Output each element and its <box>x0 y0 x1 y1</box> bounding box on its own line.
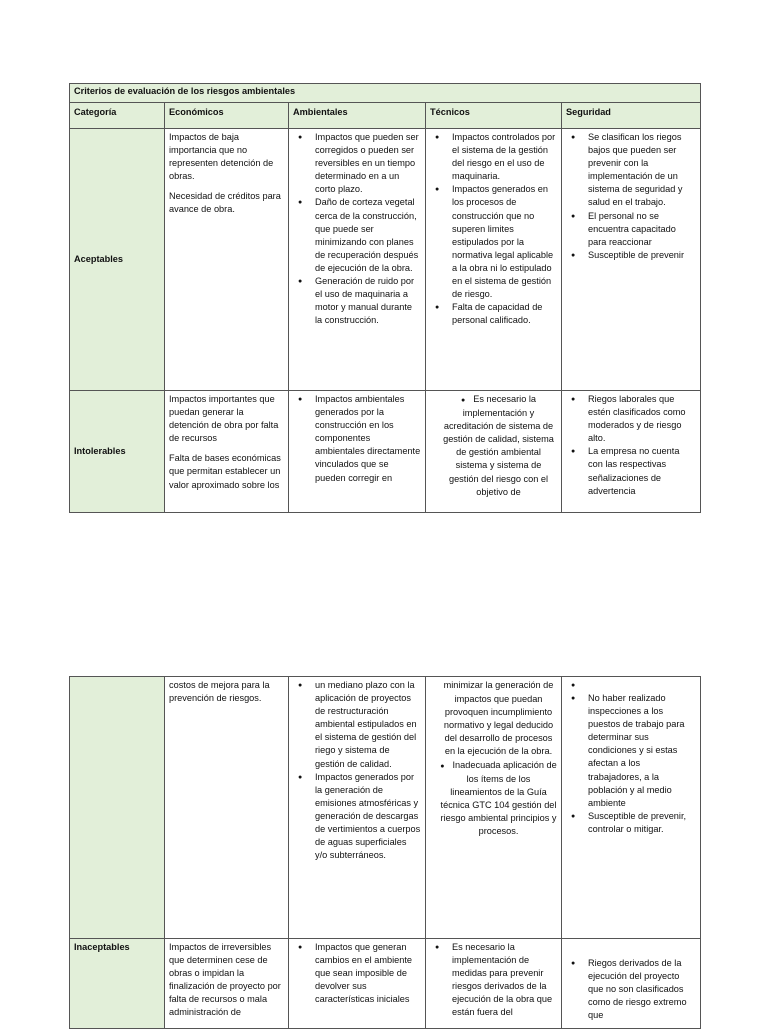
list-item: ● No haber realizado inspecciones a los puestos de trabajo para determinar sus condiciones y si estas afectan a los trabajadores, a la población y al medio ambiente <box>588 692 696 810</box>
risk-table-page-1 <box>69 83 700 513</box>
list-item: ● Impactos generados por la generación de emisiones atmosféricas y generación de descargas de vertimientos a cuerpos de aguas superficiales y/o subterráneos. <box>315 771 421 863</box>
risk-criteria-table-continued <box>69 676 701 1029</box>
cell-economicos <box>165 391 289 513</box>
list-item: ● Daño de corteza vegetal cerca de la construcción, que puede ser minimizando con planes de recuperación después de ejecución de la obra. <box>315 196 421 275</box>
cell-economicos <box>165 677 289 939</box>
cell-seguridad <box>562 939 701 1029</box>
list-item: ● Es necesario la implementación y acreditación de sistema de gestión de calidad, sistema de gestión ambiental sistema y sistema de gestión del riesgo con el objetivo de <box>440 393 557 499</box>
table-row <box>70 129 701 391</box>
list-item: ● Se clasifican los riegos bajos que pueden ser prevenir con la implementación de un sistema de seguridad y salud en el trabajo. <box>588 131 696 210</box>
list-item: ● El personal no se encuentra capacitado para reaccionar <box>588 210 696 249</box>
category-intolerables: Intolerables <box>70 391 165 513</box>
list-item: ● Impactos controlados por el sistema de la gestión del riesgo en el uso de maquinaria. <box>452 131 557 183</box>
header-seguridad: Seguridad <box>562 103 701 129</box>
table-title: Criterios de evaluación de los riesgos ambientales <box>70 84 701 103</box>
list-item: ● Susceptible de prevenir <box>588 249 696 262</box>
list-item-continued: ● un mediano plazo con la aplicación de proyectos de restructuración ambiental estipulados en el sistema de gestión del riego y sistema de gestión de calidad. <box>315 679 421 771</box>
list-item: ● Riegos laborales que estén clasificados como moderados y de riesgo alto. <box>588 393 696 445</box>
table-header-row <box>70 103 701 129</box>
cell-seguridad <box>562 391 701 513</box>
list-item: ● Generación de ruido por el uso de maquinaria a motor y manual durante la construcción. <box>315 275 421 327</box>
header-categoria: Categoría <box>70 103 165 129</box>
list-item: ● Es necesario la implementación de medidas para prevenir riesgos derivados de la ejecución de la obra que están fuera del <box>452 941 557 1020</box>
cell-seguridad <box>562 129 701 391</box>
cell-text: Falta de bases económicas que permitan establecer un valor aproximado sobre los <box>169 453 281 490</box>
cell-tecnicos <box>426 129 562 391</box>
list-item: ● Susceptible de prevenir, controlar o mitigar. <box>588 810 696 836</box>
cell-ambientales <box>289 939 426 1029</box>
list-item-continued: minimizar la generación de impactos que puedan provoquen incumplimiento normativo y legal deducido del desarrollo de procesos en la ejecución de la obra. <box>443 680 554 757</box>
category-inaceptables: Inaceptables <box>70 939 165 1029</box>
risk-table-page-2 <box>69 676 700 1029</box>
cell-tecnicos <box>426 391 562 513</box>
cell-tecnicos <box>426 677 562 939</box>
cell-ambientales <box>289 391 426 513</box>
cell-text: costos de mejora para la prevención de riesgos. <box>169 680 270 704</box>
table-row <box>70 391 701 513</box>
list-item: ● Riegos derivados de la ejecución del proyecto que no son clasificados como de riesgo extremo que <box>588 957 696 1022</box>
list-item: ● Impactos ambientales generados por la construcción en los componentes ambientales directamente vinculados que se pueden corregir en <box>315 393 421 485</box>
header-ambientales: Ambientales <box>289 103 426 129</box>
category-aceptables: Aceptables <box>70 129 165 391</box>
list-item: ● Falta de capacidad de personal calificado. <box>452 301 557 327</box>
list-item: ● Inadecuada aplicación de los ítems de los lineamientos de la Guía técnica GTC 104 gestión del riesgo ambiental principios y procesos. <box>440 759 557 839</box>
risk-criteria-table <box>69 83 701 513</box>
header-tecnicos: Técnicos <box>426 103 562 129</box>
list-item: ● Impactos generados en los procesos de construcción que no superen limites estipulados por la normativa legal aplicable a la obra ni lo estipulado en el sistema de gestión de riesgo. <box>452 183 557 301</box>
table-title-row <box>70 84 701 103</box>
list-item: ● Impactos que generan cambios en el ambiente que sean imposible de devolver sus características iniciales <box>315 941 421 1006</box>
category-cell-continued <box>70 677 165 939</box>
cell-seguridad <box>562 677 701 939</box>
list-item: ● Impactos que pueden ser corregidos o pueden ser reversibles en un tiempo determinado en a un corto plazo. <box>315 131 421 196</box>
list-item: ● La empresa no cuenta con las respectivas señalizaciones de advertencia <box>588 445 696 497</box>
cell-text: Necesidad de créditos para avance de obra. <box>169 191 281 215</box>
table-row <box>70 677 701 939</box>
list-item-empty <box>588 679 696 692</box>
cell-ambientales <box>289 129 426 391</box>
cell-economicos <box>165 129 289 391</box>
table-row <box>70 939 701 1029</box>
cell-tecnicos <box>426 939 562 1029</box>
cell-ambientales <box>289 677 426 939</box>
cell-text: Impactos de irreversibles que determinen cese de obras o impidan la finalización de proyecto por falta de recursos o mala administración de <box>169 942 281 1018</box>
cell-economicos <box>165 939 289 1029</box>
cell-text: Impactos importantes que puedan generar la detención de obra por falta de recursos <box>169 394 279 444</box>
cell-text: Impactos de baja importancia que no representen detención de obras. <box>169 132 274 182</box>
header-economicos: Económicos <box>165 103 289 129</box>
